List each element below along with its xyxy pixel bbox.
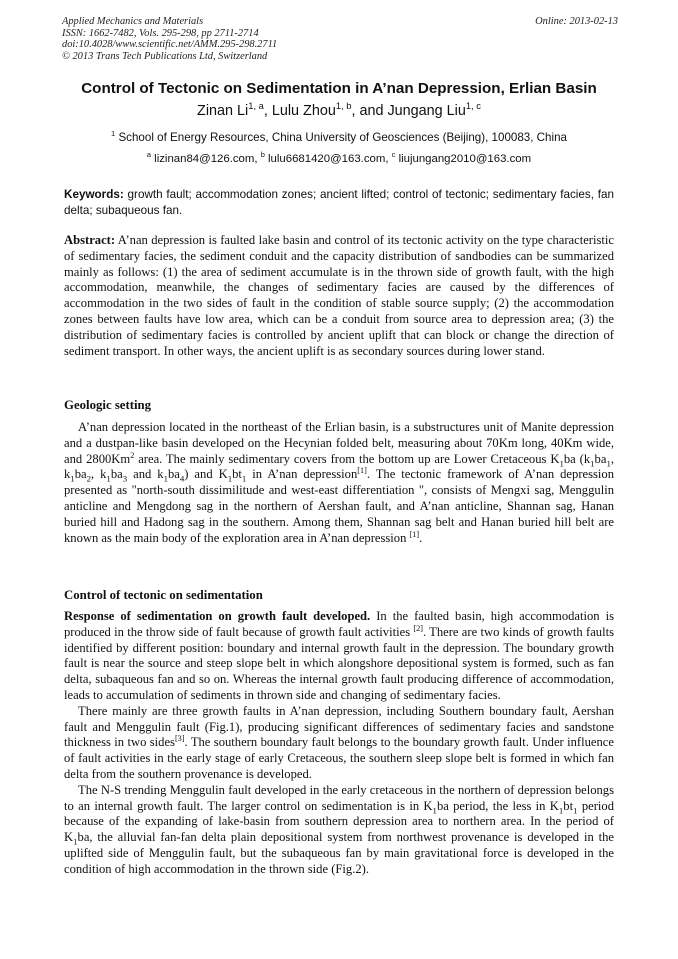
author-separator: , — [263, 103, 272, 119]
author-name: Lulu Zhou — [271, 103, 336, 119]
author-list — [0, 102, 678, 120]
text-run: ba — [167, 467, 180, 482]
abstract — [64, 233, 614, 359]
text-run: In the faulted basin, high accommodation is produced in the throw side of fault because of growth fault activities — [64, 609, 614, 639]
citation-ref[interactable]: [3] — [174, 734, 185, 744]
text-run: . The tectonic framework of A’nan depression presented as "north-south dissimilitude and west-east differentiation ", consists of Mengxi sag, Menggulin anticline and Mengdong sag in the northern of Aershan fault, and A’nan anticline, Shannan sag, Hanan buried hill and Hadong sag in the southern. Among them, Shannan sag belt and Hanan buried hill belt are known as the main body of the exploration area in A’nan depression — [64, 467, 614, 545]
section-heading-control: Control of tectonic on sedimentation — [64, 588, 263, 602]
text-run: in A’nan depression — [246, 467, 358, 482]
keywords — [64, 187, 614, 218]
email-separator: , — [254, 153, 261, 165]
subscript: 1 — [558, 805, 564, 816]
email-mark: c — [391, 150, 396, 160]
affiliation-text: School of Energy Resources, China University of Geosciences (Beijing), 100083, China — [118, 131, 567, 144]
subscript: 1 — [606, 458, 611, 469]
author-affil-mark: 1, c — [465, 101, 481, 112]
email-separator: , — [385, 153, 392, 165]
subscript: 2 — [86, 473, 91, 484]
abstract-text: A’nan depression is faulted lake basin and control of its tectonic activity on the type characteristic of sedimentary facies, the sediment conduit and the capacity distribution of sandbodies can be summarized mainly as follows: (1) the area of sediment accumulate is in the thrown side of growth fault, with the high accommodation, meanwhile, the changes of sedimentary facies are caused by the differences of accommodation in the two sides of fault in the condition of stable source supply; (2) the accommodation zones between faults have low area, which can be a conduit from source area to depression area; (3) the distribution of sedimentary facies is controlled by ancient uplift that can block or change the direction of sediment transport. In other ways, the ancient uplift is as secondary sources during lower stand. — [64, 233, 614, 358]
subscript: 1 — [559, 458, 564, 469]
subscript: 1 — [227, 473, 233, 484]
author-name: Jungang Liu — [387, 103, 466, 119]
author-name: Zinan Li — [197, 103, 249, 119]
text-run: , k — [91, 467, 107, 482]
subscript: 1 — [432, 805, 437, 816]
section-heading-geologic: Geologic setting — [64, 398, 152, 412]
text-run: ba (k — [563, 451, 591, 466]
journal-name: Applied Mechanics and Materials — [62, 16, 204, 27]
online-date: Online: 2013-02-13 — [535, 16, 618, 27]
email-address[interactable]: lulu6681420@163.com — [268, 153, 386, 165]
journal-header — [62, 16, 618, 62]
email-address[interactable]: liujungang2010@163.com — [398, 153, 532, 165]
author-affil-mark: 1, a — [248, 101, 264, 112]
section-geologic-body — [64, 420, 614, 546]
email-mark: a — [146, 150, 151, 160]
subscript: 1 — [573, 805, 578, 816]
abstract-label: Abstract: — [64, 233, 116, 247]
text-run: ba period, the less in K — [436, 798, 559, 813]
citation-ref[interactable]: [2] — [413, 623, 423, 633]
text-run: There mainly are three growth faults in A’nan depression, including Southern boundary fault, Aershan fault and Menggulin fault (Fig.1), producing significant differences of sedimentary facies and sandstone thickness in two sides — [64, 703, 614, 750]
citation-ref[interactable]: [1] — [357, 466, 367, 476]
keywords-label: Keywords: — [64, 188, 124, 201]
affiliation — [0, 131, 678, 145]
text-run: The N-S trending Menggulin fault developed in the early cretaceous in the northern of depression belongs to an internal growth fault. The larger control on sedimentation is in K — [64, 782, 614, 813]
copyright-line: © 2013 Trans Tech Publications Ltd, Switzerland — [62, 50, 268, 62]
author-affil-mark: 1, b — [335, 101, 352, 112]
paper-title: Control of Tectonic on Sedimentation in A’nan Depression, Erlian Basin — [81, 80, 597, 97]
subscript: 1 — [70, 473, 75, 484]
affiliation-mark: 1 — [111, 129, 116, 139]
text-run: area. The mainly sedimentary covers from the bottom up are Lower Cretaceous K — [134, 451, 560, 466]
superscript: 2 — [130, 450, 135, 460]
issn-line: ISSN: 1662-7482, Vols. 295-298, pp 2711-2714 — [62, 27, 259, 39]
subscript: 1 — [73, 836, 78, 847]
doi-line[interactable]: doi:10.4028/www.scientific.net/AMM.295-298.2711 — [62, 39, 278, 51]
text-run: period because of the expanding of lake-basin from southern depression area to northern area. In the period of K — [64, 798, 614, 845]
paragraph — [64, 704, 614, 783]
keywords-text: growth fault; accommodation zones; ancient lifted; control of tectonic; sedimentary facies, fan delta; subaqueous fan. — [64, 188, 615, 217]
text-run: ba — [110, 467, 123, 482]
subscript: 1 — [590, 458, 595, 469]
subscript: 4 — [179, 473, 185, 484]
email-mark: b — [260, 150, 265, 160]
paragraph — [64, 783, 614, 878]
paragraph-lead: Response of sedimentation on growth fault developed. — [64, 609, 371, 623]
paragraph — [64, 420, 614, 546]
text-run: A’nan depression located in the northeast of the Erlian basin, is a substructures unit of Manite depression and a dustpan-like basin developed on the Hecynian folded belt, measuring about 70Km long, 40Km wide, and 2800Km — [64, 420, 614, 466]
text-run: ba — [594, 451, 607, 466]
text-run: ba — [74, 467, 87, 482]
text-run: bt — [563, 798, 574, 813]
email-list — [0, 152, 678, 166]
text-run: , k — [64, 451, 614, 482]
text-run: ba, the alluvial fan-fan delta plain depositional system from northwest provenance is developed in the uplifted side of Menggulin fault, but the subaqueous fan by main gravitational force is developed in the condition of high accommodation in the thrown side (Fig.2). — [64, 830, 614, 876]
text-run: and k — [127, 467, 164, 482]
subscript: 1 — [106, 473, 111, 484]
text-run: . The southern boundary fault belongs to the boundary growth fault. Under influence of fault activities in the early stage of early Cretaceous, the southern sleep slope belt is formed in which fan delta from the southern provenance is developed. — [64, 735, 614, 781]
text-run: . — [419, 530, 423, 545]
citation-ref[interactable]: [1] — [409, 529, 420, 539]
text-run: . There are two kinds of growth faults identified by different position: boundary and internal growth fault in the depression. The boundary growth fault is near the source and steep slope belt in which alongshore depositional system is formed, such as fan delta, subaqueous fan and so on. Whereas the internal growth fault producing difference of accommodation, leads to accumulation of sediments in thrown side and changing of sedimentary facies. — [64, 624, 614, 702]
subscript: 1 — [241, 473, 247, 484]
paragraph — [64, 609, 614, 704]
author-separator: , and — [351, 103, 388, 119]
email-address[interactable]: lizinan84@126.com — [154, 153, 255, 165]
subscript: 3 — [122, 473, 128, 484]
subscript: 1 — [163, 473, 168, 484]
text-run: ) and K — [184, 467, 228, 482]
text-run: bt — [232, 467, 242, 482]
section-control-body — [64, 609, 614, 878]
